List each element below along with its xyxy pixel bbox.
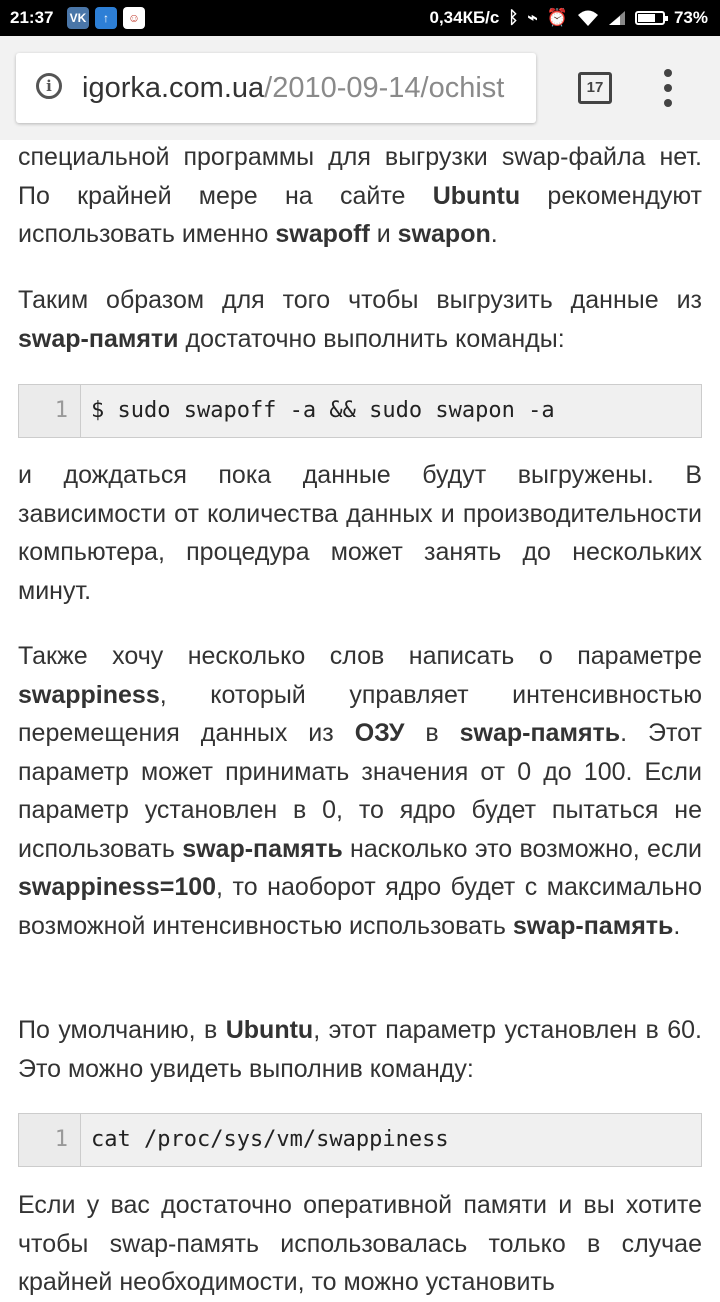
bluetooth-icon: ᛒ [508,8,519,27]
bold-text: swap-память [459,719,621,747]
network-speed: 0,34КБ/с [429,8,500,27]
paragraph [18,456,702,610]
bold-text: swap-память [512,911,674,940]
vibrate-icon: ⌁ [527,8,538,27]
bold-text: Ubuntu [225,1016,314,1044]
text: Если у вас достаточно оперативной памяти и вы хотите чтобы swap-память использовалась только в случае крайней необходимости, то можно установить [18,1191,702,1296]
status-time: 21:37 [10,8,54,27]
code-block[interactable] [18,1113,702,1167]
wifi-icon [577,9,599,27]
info-icon[interactable]: i [36,73,62,99]
text: , то наоборот ядро будет с максимально возможной интенсивностью использовать [18,873,702,940]
text: По умолчанию, в [18,1016,226,1044]
text: . Этот параметр может принимать значения от 0 до 100. Если параметр установлен в 0, то ядро будет пытаться не использовать [18,719,702,863]
text: достаточно выполнить команды: [178,324,565,353]
paragraph [18,138,702,254]
battery-percent: 73% [673,8,708,27]
alarm-icon: ⏰ [546,8,568,27]
app-notification-icon: ☺ [123,7,145,29]
text: . [673,911,681,940]
bold-text: swap-память [182,834,343,863]
code-block[interactable] [18,384,702,438]
text: в [404,719,460,747]
line-number: 1 [19,1114,81,1166]
paragraph [18,1186,702,1302]
browser-toolbar [0,36,720,140]
text: и дождаться пока данные будут выгружены. В зависимости от количества данных и производительности компьютера, процедура может занять до нескольких минут. [18,461,702,605]
line-number: 1 [19,385,81,437]
status-bar [0,0,720,36]
text: . [490,220,498,248]
url-text[interactable] [82,72,504,105]
address-bar[interactable] [16,53,536,123]
code-line[interactable]: cat /proc/sys/vm/swappiness [91,1127,449,1152]
url-path: /2010-09-14/ochist [264,72,505,104]
upload-icon: ↑ [95,7,117,29]
bold-text: swapoff [275,220,370,248]
text: и [369,220,398,248]
paragraph [18,637,702,945]
vk-icon: VK [67,7,89,29]
status-indicators [429,8,708,28]
text: Также хочу несколько слов написать о параметре [18,642,702,670]
code-line[interactable]: $ sudo swapoff -a && sudo swapon -a [91,398,555,423]
signal-icon [608,10,626,26]
text: , этот параметр установлен в 60. Это можно увидеть выполнив команду: [18,1016,702,1083]
bold-text: Ubuntu [432,181,521,210]
bold-text: ОЗУ [354,719,405,747]
paragraph [18,281,702,358]
text: Таким образом для того чтобы выгрузить данные из [18,286,702,314]
text: специальной программы для выгрузки swap-файла нет. По крайней мере на сайте [18,143,702,210]
battery-level [638,14,656,22]
bold-text: swapon [397,220,491,248]
paragraph [18,1011,702,1088]
text: рекомендуют использовать именно [18,181,702,248]
overflow-menu-icon[interactable] [656,69,680,109]
battery-icon [635,11,665,25]
text: насколько это возможно, если [342,834,702,863]
url-host: igorka.com.ua [82,72,265,104]
bold-text: swappiness=100 [18,873,217,901]
notification-icons [67,7,145,29]
tab-switcher-button[interactable]: 17 [578,72,612,104]
bold-text: swappiness [18,680,160,709]
bold-text: swap-памяти [18,324,179,353]
text: , который управляет интенсивностью перемещения данных из [18,680,702,747]
